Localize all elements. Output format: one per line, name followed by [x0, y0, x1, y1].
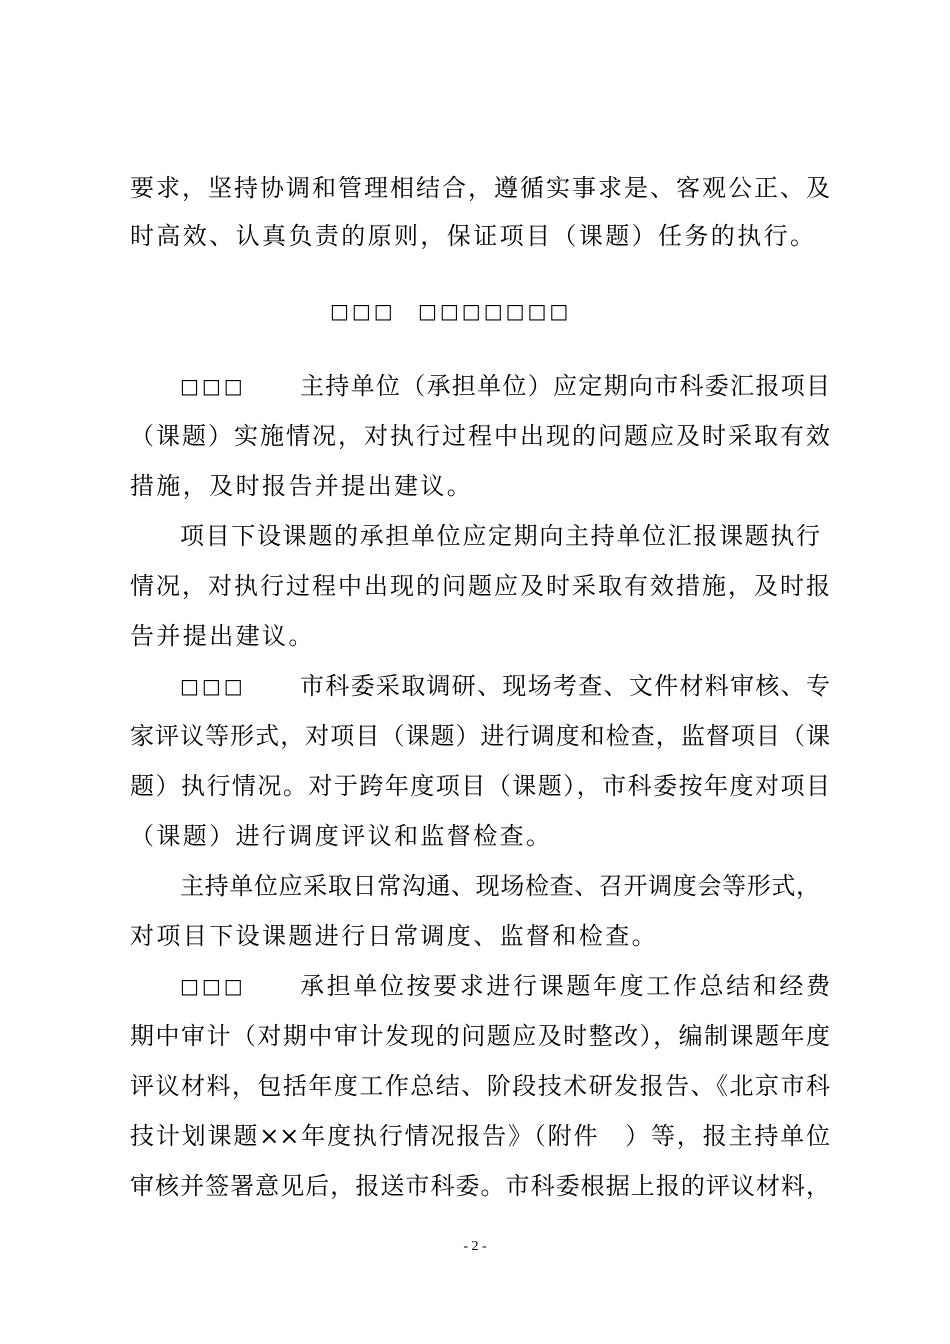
article-e-line-1: 承担单位按要求进行课题年度工作总结和经费	[300, 972, 830, 1000]
paragraph-b-line-1: 项目下设课题的承担单位应定期向主持单位汇报课题执行	[180, 522, 820, 550]
article-c-line-2: 家评议等形式，对项目（课题）进行调度和检查，监督项目（课	[130, 722, 830, 750]
article-c-line-3: 题）执行情况。对于跨年度项目（课题），市科委按年度对项目	[130, 772, 830, 800]
article-a-number: □□□	[180, 374, 246, 398]
page-number: - 2 -	[463, 1239, 487, 1254]
article-e-line-4: 技计划课题××年度执行情况报告》（附件 ）等，报主持单位	[130, 1122, 830, 1150]
paragraph-d-line-2: 对项目下设课题进行日常调度、监督和检查。	[130, 922, 658, 950]
article-e-line-2: 期中审计（对期中审计发现的问题应及时整改），编制课题年度	[130, 1022, 830, 1050]
article-c-number: □□□	[180, 674, 246, 698]
article-a-line-3: 措施，及时报告并提出建议。	[130, 472, 474, 500]
article-c-line-1: 市科委采取调研、现场考查、文件材料审核、专	[300, 672, 830, 700]
article-e-line-5: 审核并签署意见后，报送市科委。市科委根据上报的评议材料，	[130, 1172, 830, 1200]
intro-line-1: 要求，坚持协调和管理相结合，遵循实事求是、客观公正、及	[130, 174, 830, 202]
paragraph-b-line-3: 告并提出建议。	[130, 622, 315, 650]
section-heading	[0, 296, 950, 326]
paragraph-d-line-1: 主持单位应采取日常沟通、现场检查、召开调度会等形式，	[180, 872, 820, 900]
article-a-line-1: 主持单位（承担单位）应定期向市科委汇报项目	[300, 372, 830, 400]
paragraph-b-line-2: 情况，对执行过程中出现的问题应及时采取有效措施，及时报	[130, 572, 830, 600]
article-e-number: □□□	[180, 974, 246, 998]
intro-line-2: 时高效、认真负责的原则，保证项目（课题）任务的执行。	[130, 222, 817, 250]
section-number: □□□	[330, 299, 396, 323]
article-c-line-4: （课题）进行调度评议和监督检查。	[130, 822, 553, 850]
article-e-line-3: 评议材料，包括年度工作总结、阶段技术研发报告、《北京市科	[130, 1072, 830, 1100]
article-a-line-2: （课题）实施情况，对执行过程中出现的问题应及时采取有效	[130, 422, 830, 450]
section-title: □□□□□□□	[418, 299, 572, 323]
